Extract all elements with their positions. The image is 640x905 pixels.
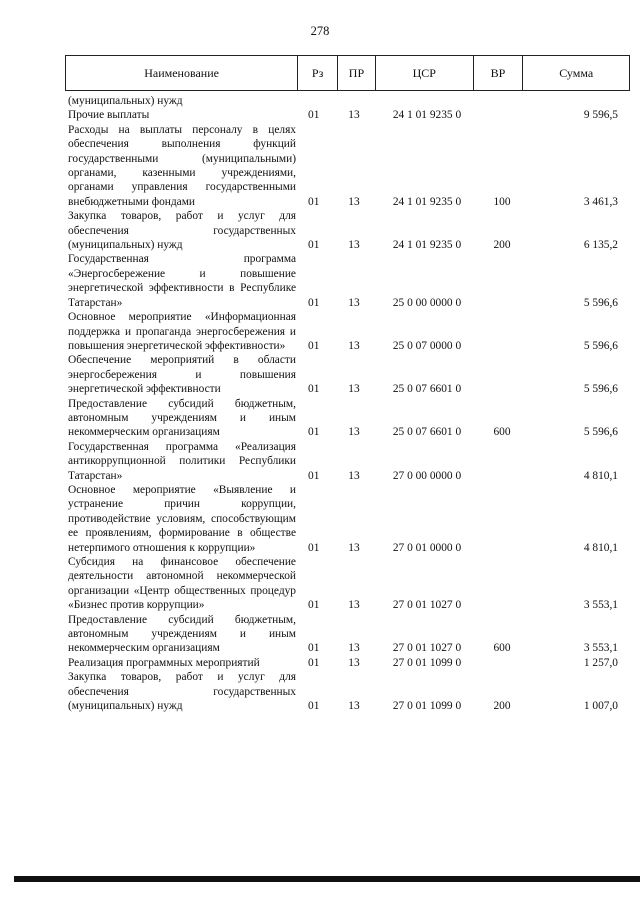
table-row	[68, 670, 630, 713]
row-rz: 01	[308, 599, 320, 612]
row-vr: 600	[493, 426, 511, 439]
row-vr: 600	[493, 642, 511, 655]
row-csr: 27 0 01 1099 0	[392, 656, 462, 669]
row-rz: 01	[308, 426, 320, 439]
row-pr: 13	[348, 383, 360, 396]
row-pr: 13	[348, 195, 360, 208]
row-csr: 27 0 00 0000 0	[392, 469, 462, 482]
row-rz: 01	[308, 700, 320, 713]
page-number: 278	[310, 24, 330, 38]
row-sum: 9 596,5	[583, 109, 618, 122]
row-vr: 100	[493, 195, 511, 208]
table-row	[68, 656, 630, 670]
row-sum: 5 596,6	[583, 383, 618, 396]
row-pr: 13	[348, 700, 360, 713]
table-row	[68, 555, 630, 613]
header-name: Наименование	[144, 65, 219, 80]
row-name: Основное мероприятие «Информационная поддержка и пропаганда энергосбережения и повышения энергетической эффективности»	[68, 311, 296, 352]
row-sum: 5 596,6	[583, 296, 618, 309]
header-csr: ЦСР	[375, 56, 473, 90]
table-row	[68, 483, 630, 555]
row-sum: 4 810,1	[583, 541, 618, 554]
row-name: Закупка товаров, работ и услуг для обеспечения государственных (муниципальных) нужд	[68, 671, 296, 713]
row-rz: 01	[308, 195, 320, 208]
row-sum: 1 007,0	[583, 700, 618, 713]
row-rz: 01	[308, 541, 320, 554]
row-sum: 3 553,1	[583, 642, 618, 655]
header-pr: ПР	[337, 56, 375, 90]
row-csr: 27 0 01 1027 0	[392, 642, 462, 655]
row-sum: 5 596,6	[583, 339, 618, 352]
table-row	[68, 353, 630, 396]
scan-bottom-edge	[14, 876, 640, 882]
row-name: Предоставление субсидий бюджетным, автономным учреждениям и иным некоммерческим организациям	[68, 613, 296, 655]
row-name: Закупка товаров, работ и услуг для обеспечения государственных (муниципальных) нужд	[68, 210, 296, 252]
row-csr: 27 0 01 1027 0	[392, 599, 462, 612]
row-pr: 13	[348, 339, 360, 352]
row-sum: 5 596,6	[583, 426, 618, 439]
table-body	[68, 94, 630, 713]
table-header	[65, 55, 630, 91]
row-rz: 01	[308, 383, 320, 396]
row-rz: 01	[308, 339, 320, 352]
row-name: Обеспечение мероприятий в области энергосбережения и повышения энергетической эффективности	[68, 354, 296, 396]
row-rz: 01	[308, 296, 320, 309]
row-name: Государственная программа «Энергосбережение и повышение энергетической эффективности в Республике Татарстан»	[68, 253, 296, 309]
row-pr: 13	[348, 469, 360, 482]
table-row	[68, 440, 630, 483]
header-vr: ВР	[473, 56, 523, 90]
row-csr: 25 0 07 6601 0	[392, 383, 462, 396]
row-rz: 01	[308, 469, 320, 482]
row-name: Расходы на выплаты персоналу в целях обеспечения выполнения функций государственными (муниципальными) органами, казенными учреждениями, органами управления государственными внебюджетными фондами	[68, 123, 296, 208]
header-rz: Рз	[297, 56, 337, 90]
table-row	[68, 209, 630, 252]
row-csr: 25 0 07 0000 0	[392, 339, 462, 352]
row-name: (муниципальных) нужд	[68, 95, 183, 107]
row-csr: 25 0 07 6601 0	[392, 426, 462, 439]
row-rz: 01	[308, 239, 320, 252]
row-name: Предоставление субсидий бюджетным, автономным учреждениям и иным некоммерческим организациям	[68, 397, 296, 439]
row-sum: 4 810,1	[583, 469, 618, 482]
row-name: Основное мероприятие «Выявление и устранение причин коррупции, противодействие условиям, способствующим ее проявлениям, формирование в обществе нетерпимого отношения к коррупции»	[68, 483, 296, 554]
row-pr: 13	[348, 541, 360, 554]
row-sum: 1 257,0	[583, 656, 618, 669]
row-csr: 24 1 01 9235 0	[392, 195, 462, 208]
table-row	[68, 108, 630, 122]
row-name: Государственная программа «Реализация антикоррупционной политики Республики Татарстан»	[68, 440, 296, 482]
row-rz: 01	[308, 656, 320, 669]
row-name: Прочие выплаты	[68, 109, 150, 122]
row-pr: 13	[348, 426, 360, 439]
table-row	[68, 613, 630, 656]
table-row	[68, 94, 630, 108]
row-csr: 27 0 01 0000 0	[392, 541, 462, 554]
row-sum: 6 135,2	[583, 239, 618, 252]
row-csr: 25 0 00 0000 0	[392, 296, 462, 309]
row-name: Реализация программных мероприятий	[68, 656, 260, 669]
table-row	[68, 310, 630, 353]
row-pr: 13	[348, 109, 360, 122]
row-pr: 13	[348, 239, 360, 252]
row-rz: 01	[308, 642, 320, 655]
table-row	[68, 123, 630, 209]
row-pr: 13	[348, 642, 360, 655]
table-row	[68, 252, 630, 310]
row-name: Субсидия на финансовое обеспечение деятельности автономной некоммерческой организации «Центр общественных процедур «Бизнес против коррупции»	[68, 556, 296, 612]
row-pr: 13	[348, 599, 360, 612]
row-csr: 27 0 01 1099 0	[392, 700, 462, 713]
row-pr: 13	[348, 296, 360, 309]
row-sum: 3 461,3	[583, 195, 618, 208]
table-row	[68, 397, 630, 440]
row-vr: 200	[493, 700, 511, 713]
row-csr: 24 1 01 9235 0	[392, 109, 462, 122]
row-pr: 13	[348, 656, 360, 669]
row-vr: 200	[493, 239, 511, 252]
row-rz: 01	[308, 109, 320, 122]
row-csr: 24 1 01 9235 0	[392, 239, 462, 252]
header-sum: Сумма	[522, 56, 629, 90]
row-sum: 3 553,1	[583, 599, 618, 612]
